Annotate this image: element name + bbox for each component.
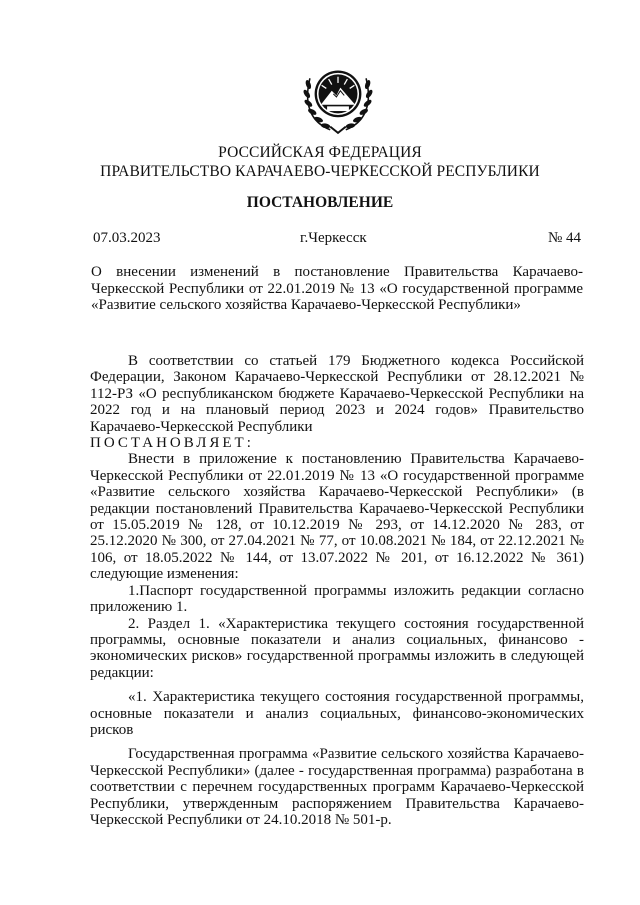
- paragraph-section-heading: «1. Характеристика текущего состояния государственной программы, основные показатели и анализ социальных, финансово-экономических рисков: [90, 689, 584, 738]
- paragraph-amendment-intro: Внести в приложение к постановлению Правительства Карачаево-Черкесской Республики от 22.01.2019 № 13 «О государственной программе «Развитие сельского хозяйства Карачаево-Черкесской Республики» (в редакции постановлений Правительства Карачаево-Черкесской Республики от 15.05.2019 № 128, от 10.12.2019 № 293, от 14.12.2020 № 283, от 25.12.2020 № 300, от 27.04.2021 № 77, от 10.08.2021 № 184, от 22.12.2021 № 106, от 18.05.2022 № 144, от 13.07.2022 № 201, от 16.12.2022 № 361) следующие изменения:: [90, 451, 584, 583]
- paragraph-item-1: 1.Паспорт государственной программы изложить редакции согласно приложению 1.: [90, 582, 584, 616]
- document-date: 07.03.2023: [93, 230, 161, 246]
- country-title: РОССИЙСКАЯ ФЕДЕРАЦИЯ: [218, 144, 422, 161]
- document-type-title: ПОСТАНОВЛЕНИЕ: [246, 194, 394, 211]
- document-body: [90, 353, 584, 828]
- paragraph-item-2: 2. Раздел 1. «Характеристика текущего состояния государственной программы, основные показатели и анализ социальных, финансово - экономических рисков» государственной программы изложить в следующей редакции:: [90, 615, 584, 681]
- document-number: № 44: [548, 230, 582, 246]
- paragraph-preamble: В соответствии со статьей 179 Бюджетного кодекса Российской Федерации, Законом Карачаево-Черкесской Республики от 28.12.2021 № 112-РЗ «О республиканском бюджете Карачаево-Черкесской Республики на 2022 год и на плановый период 2023 и 2024 годов» Правительство Карачаево-Черкесской Республики: [90, 353, 584, 435]
- government-title: ПРАВИТЕЛЬСТВО КАРАЧАЕВО-ЧЕРКЕССКОЙ РЕСПУБЛИКИ: [100, 163, 540, 180]
- coat-of-arms-emblem: [299, 58, 377, 136]
- document-city: г.Черкесск: [300, 230, 367, 246]
- document-subject: О внесении изменений в постановление Правительства Карачаево-Черкесской Республики от 22.01.2019 № 13 «О государственной программе «Развитие сельского хозяйства Карачаево-Черкесской Республики»: [91, 264, 583, 314]
- paragraph-program-description: Государственная программа «Развитие сельского хозяйства Карачаево-Черкесской Республики» (далее - государственная программа) разработана в соответствии с перечнем государственных программ Карачаево-Черкесской Республики, утвержденным распоряжением Правительства Карачаево-Черкесской Республики от 24.10.2018 № 501-р.: [90, 746, 584, 828]
- decree-word: ПОСТАНОВЛЯЕТ:: [90, 435, 254, 452]
